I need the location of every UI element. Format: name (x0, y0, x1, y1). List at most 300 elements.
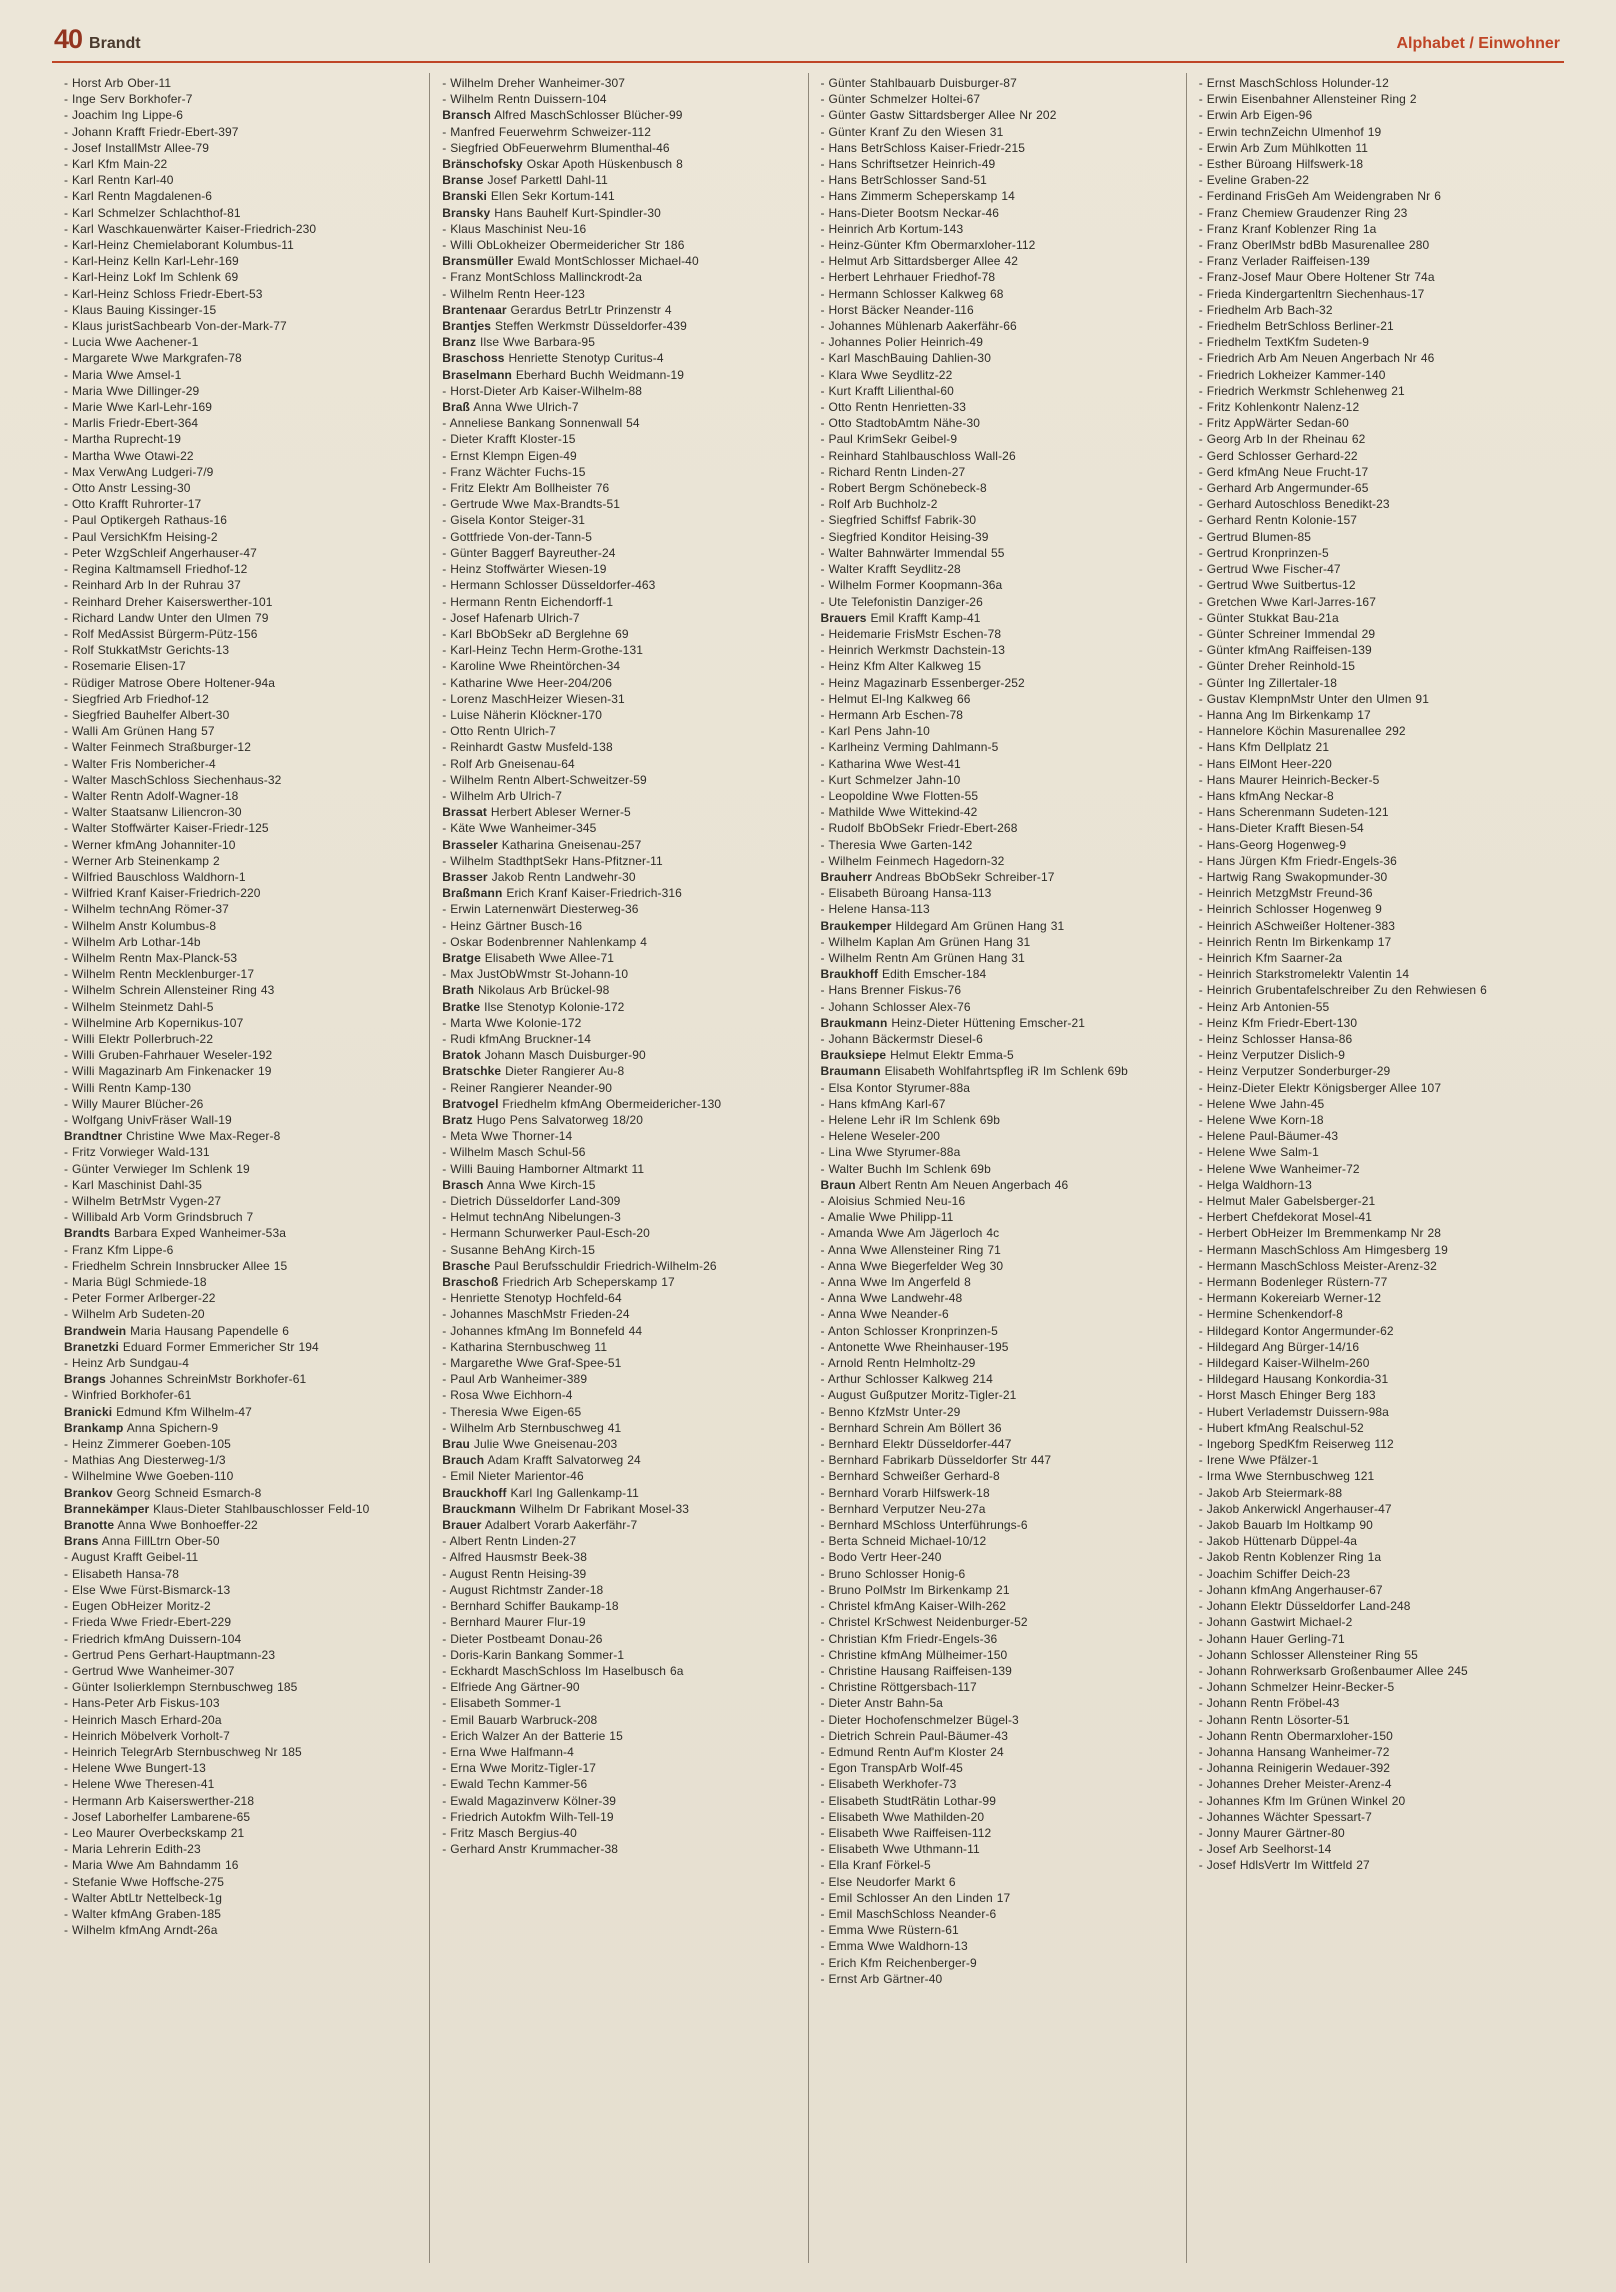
directory-entry: - Karoline Wwe Rheintörchen-34 (442, 659, 621, 674)
directory-entry: - Leopoldine Wwe Flotten-55 (820, 788, 979, 803)
directory-entry: Braselmann Eberhard Buchh Weidmann-19 (442, 367, 685, 382)
directory-entry: - Heinrich ASchweißer Holtener-383 (1198, 918, 1396, 933)
directory-entry: - Josef Arb Seelhorst-14 (1198, 1842, 1332, 1857)
directory-entry: - Josef Hafenarb Ulrich-7 (442, 610, 580, 625)
surname-lead: Branetzki (64, 1339, 119, 1354)
directory-entry: - Kurt Schmelzer Jahn-10 (820, 772, 961, 787)
directory-entry: - Jonny Maurer Gärtner-80 (1198, 1825, 1345, 1840)
directory-entry: - Heinrich Schlosser Hogenweg 9 (1198, 902, 1382, 917)
directory-entry: - Karl Maschinist Dahl-35 (64, 1177, 203, 1192)
directory-entry: - Hermann Arb Eschen-78 (820, 707, 964, 722)
directory-entry: - Kurt Krafft Lilienthal-60 (820, 383, 954, 398)
directory-entry: - Elisabeth Sommer-1 (442, 1696, 562, 1711)
directory-entry: - Hans Zimmerm Scheperskamp 14 (820, 189, 1015, 204)
directory-entry: Brauherr Andreas BbObSekr Schreiber-17 (820, 869, 1055, 884)
directory-entry: - Jakob Ankerwickl Angerhauser-47 (1198, 1501, 1392, 1516)
directory-entry: - Hermann Schurwerker Paul-Esch-20 (442, 1226, 650, 1241)
directory-entry: - Eugen ObHeizer Moritz-2 (64, 1599, 211, 1614)
directory-entry: - Erna Wwe Halfmann-4 (442, 1744, 574, 1759)
header-left (54, 24, 141, 55)
directory-entry: Brandtner Christine Wwe Max-Reger-8 (64, 1129, 281, 1144)
directory-entry: Brau Julie Wwe Gneisenau-203 (442, 1437, 618, 1452)
directory-entry: - Friedrich Werkmstr Schlehenweg 21 (1198, 383, 1405, 398)
surname-lead: Brantjes (442, 319, 492, 334)
directory-entry: - Käte Wwe Wanheimer-345 (442, 821, 597, 836)
directory-entry: - August Gußputzer Moritz-Tigler-21 (820, 1388, 1017, 1403)
directory-entry: - Willi Elektr Pollerbruch-22 (64, 1031, 214, 1046)
surname-lead: Braschoss (442, 351, 505, 366)
directory-entry: - Heinz Magazinarb Essenberger-252 (820, 675, 1025, 690)
directory-entry: - Franz-Josef Maur Obere Holtener Str 74a (1198, 270, 1435, 285)
directory-entry: - Walter Stoffwärter Kaiser-Friedr-125 (64, 821, 269, 836)
directory-entry: - Marlis Friedr-Ebert-364 (64, 416, 199, 431)
directory-entry: - Gretchen Wwe Karl-Jarres-167 (1198, 594, 1376, 609)
directory-entry: - Fritz Masch Bergius-40 (442, 1825, 577, 1840)
directory-entry: Brasseler Katharina Gneisenau-257 (442, 837, 642, 852)
directory-entry: - Helga Waldhorn-13 (1198, 1177, 1312, 1192)
directory-entry: - Erwin Eisenbahner Allensteiner Ring 2 (1198, 92, 1417, 107)
surname-lead: Braschoß (442, 1275, 499, 1290)
directory-entry: - Karl Pens Jahn-10 (820, 724, 930, 739)
directory-entry: - Erwin Laternenwärt Diesterweg-36 (442, 902, 639, 917)
directory-entry: - Else Wwe Fürst-Bismarck-13 (64, 1582, 231, 1597)
directory-entry: - Elisabeth StudtRätin Lothar-99 (820, 1793, 996, 1808)
directory-entry: Bratge Elisabeth Wwe Allee-71 (442, 950, 615, 965)
directory-entry: Braßmann Erich Kranf Kaiser-Friedrich-316 (442, 886, 682, 901)
directory-entry: - Maria Bügl Schmiede-18 (64, 1275, 207, 1290)
directory-entry: - Bruno PolMstr Im Birkenkamp 21 (820, 1582, 1010, 1597)
directory-entry: - Wilhelmine Arb Kopernikus-107 (64, 1015, 244, 1030)
directory-entry: - Friedrich Arb Am Neuen Angerbach Nr 46 (1198, 351, 1435, 366)
directory-entry: - Jakob Rentn Koblenzer Ring 1a (1198, 1550, 1382, 1565)
directory-entry: - Siegfried Konditor Heising-39 (820, 529, 989, 544)
directory-entry: - Wilhelm Rentn Albert-Schweitzer-59 (442, 772, 647, 787)
directory-entry: - Erna Wwe Moritz-Tigler-17 (442, 1761, 597, 1776)
directory-entry: - Heinz Schlosser Hansa-86 (1198, 1031, 1353, 1046)
surname-lead: Brandtner (64, 1129, 123, 1144)
directory-entry: - Gerd Schlosser Gerhard-22 (1198, 448, 1358, 463)
surname-lead: Brasche (442, 1258, 491, 1273)
directory-entry: - Willi Gruben-Fahrhauer Weseler-192 (64, 1048, 273, 1063)
surname-lead: Brauch (442, 1453, 485, 1468)
directory-entry: - Bruno Schlosser Honig-6 (820, 1566, 966, 1581)
directory-entry: - Erwin Arb Eigen-96 (1198, 108, 1313, 123)
directory-entry: - Manfred Feuerwehrm Schweizer-112 (442, 124, 652, 139)
directory-entry: - Bernhard Elektr Düsseldorfer-447 (820, 1437, 1012, 1452)
surname-lead: Braß (442, 400, 470, 415)
directory-entry: - Erwin Arb Zum Mühlkotten 11 (1198, 140, 1368, 155)
directory-entry: - Wilhelm Arb Lothar-14b (64, 934, 201, 949)
directory-entry: - Franz Chemiew Graudenzer Ring 23 (1198, 205, 1408, 220)
directory-entry: - Heinz Stoffwärter Wiesen-19 (442, 562, 607, 577)
directory-entry: - Günter Baggerf Bayreuther-24 (442, 545, 616, 560)
directory-entry: - Ferdinand FrisGeh Am Weidengraben Nr 6 (1198, 189, 1441, 204)
directory-entry: - Walter kfmAng Graben-185 (64, 1906, 222, 1921)
directory-entry: - Wilhelmine Wwe Goeben-110 (64, 1469, 234, 1484)
directory-entry: - Anna Wwe Im Angerfeld 8 (820, 1275, 971, 1290)
surname-lead: Brasch (442, 1177, 484, 1192)
directory-entry: - Emil Nieter Marientor-46 (442, 1469, 584, 1484)
directory-entry: - Hans-Peter Arb Fiskus-103 (64, 1696, 220, 1711)
directory-entry: - Ernst MaschSchloss Holunder-12 (1198, 76, 1389, 90)
directory-column (1186, 73, 1564, 2263)
directory-entry: - Karl-Heinz Schloss Friedr-Ebert-53 (64, 286, 263, 301)
directory-entry: - Dietrich Düsseldorfer Land-309 (442, 1194, 621, 1209)
directory-entry: - Gertrud Wwe Wanheimer-307 (64, 1663, 235, 1678)
directory-entry: - Franz Kfm Lippe-6 (64, 1242, 174, 1257)
directory-entry: - Friedhelm Arb Bach-32 (1198, 302, 1333, 317)
directory-entry: - Rolf Arb Buchholz-2 (820, 497, 938, 512)
directory-entry: - Else Neudorfer Markt 6 (820, 1874, 956, 1889)
directory-entry: - Wilhelm Anstr Kolumbus-8 (64, 918, 217, 933)
directory-entry: - Helene Lehr iR Im Schlenk 69b (820, 1113, 1001, 1127)
directory-entry: - Helmut technAng Nibelungen-3 (442, 1210, 621, 1225)
directory-entry: - Theresia Wwe Garten-142 (820, 837, 973, 852)
directory-entry: - Christine Hausang Raiffeisen-139 (820, 1663, 1012, 1678)
surname-lead: Bratke (442, 999, 481, 1014)
directory-entry: - Josef HdlsVertr Im Wittfeld 27 (1198, 1858, 1370, 1873)
directory-entry: - Reinhardt Gastw Musfeld-138 (442, 740, 613, 755)
surname-lead: Brasser (442, 869, 488, 884)
directory-entry: - Reinhard Arb In der Ruhrau 37 (64, 578, 241, 593)
directory-entry: - Hermann Arb Kaiserswerther-218 (64, 1793, 255, 1808)
directory-entry: - Wilhelm Masch Schul-56 (442, 1145, 586, 1160)
directory-entry: - Irma Wwe Sternbuschweg 121 (1198, 1469, 1375, 1484)
surname-lead: Brauer (442, 1518, 482, 1533)
directory-entry: - Gertrud Wwe Fischer-47 (1198, 562, 1341, 577)
directory-entry: Brangs Johannes SchreinMstr Borkhofer-61 (64, 1372, 307, 1387)
directory-entry: - Heinrich Rentn Im Birkenkamp 17 (1198, 934, 1392, 949)
directory-entry: - Wilhelm Dreher Wanheimer-307 (442, 76, 626, 90)
directory-entry: - Wilhelm Arb Sternbuschweg 41 (442, 1420, 622, 1435)
directory-entry: - Fritz Elektr Am Bollheister 76 (442, 481, 610, 496)
directory-entry: Branse Josef Parkettl Dahl-11 (442, 173, 608, 188)
directory-entry: - Günter Isolierklempn Sternbuschweg 185 (64, 1680, 298, 1695)
directory-entry: - Günter Stahlbauarb Duisburger-87 (820, 76, 1017, 90)
directory-entry: - Anna Wwe Biegerfelder Weg 30 (820, 1258, 1004, 1273)
directory-entry: - Elisabeth Hansa-78 (64, 1566, 180, 1581)
directory-entry: - Gerhard Arb Angermunder-65 (1198, 481, 1369, 496)
directory-entry: - Herbert Chefdekorat Mosel-41 (1198, 1210, 1372, 1225)
directory-entry: - Gertrude Wwe Max-Brandts-51 (442, 497, 621, 512)
directory-entry: - Richard Rentn Linden-27 (820, 464, 966, 479)
directory-entry: - Elisabeth Wwe Uthmann-11 (820, 1842, 980, 1857)
directory-entry: - Willi Rentn Kamp-130 (64, 1080, 192, 1095)
directory-entry: - Helene Wwe Salm-1 (1198, 1145, 1319, 1160)
directory-entry: - Friedhelm BetrSchloss Berliner-21 (1198, 319, 1394, 334)
directory-entry: - Walter MaschSchloss Siechenhaus-32 (64, 772, 282, 787)
surname-lead: Brannekämper (64, 1501, 150, 1516)
directory-entry: - Horst-Dieter Arb Kaiser-Wilhelm-88 (442, 383, 643, 398)
directory-entry: - Theresia Wwe Eigen-65 (442, 1404, 582, 1419)
surname-lead: Bratz (442, 1113, 473, 1127)
directory-entry: Bratschke Dieter Rangierer Au-8 (442, 1064, 625, 1079)
directory-entry: - Bernhard Maurer Flur-19 (442, 1615, 586, 1630)
directory-entry: - Klaus Bauing Kissinger-15 (64, 302, 217, 317)
surname-lead: Brauckmann (442, 1501, 516, 1516)
directory-entry: - Johanna Hansang Wanheimer-72 (1198, 1744, 1390, 1759)
directory-entry: - Johann Rentn Fröbel-43 (1198, 1696, 1340, 1711)
surname-lead: Branicki (64, 1404, 113, 1419)
directory-entry: - Ute Telefonistin Danziger-26 (820, 594, 983, 609)
surname-lead: Bransmüller (442, 254, 514, 269)
directory-entry: - Elisabeth Werkhofer-73 (820, 1777, 957, 1792)
directory-entry: - Fritz Kohlenkontr Nalenz-12 (1198, 400, 1360, 415)
directory-entry: - Wilhelm BetrMstr Vygen-27 (64, 1194, 222, 1209)
directory-entry: - Anna Wwe Neander-6 (820, 1307, 949, 1322)
directory-entry: - Heinrich Starkstromelektr Valentin 14 (1198, 967, 1410, 982)
directory-entry: Bransch Alfred MaschSchlosser Blücher-99 (442, 108, 683, 123)
directory-entry: - Karl MaschBauing Dahlien-30 (820, 351, 991, 366)
directory-entry: Braß Anna Wwe Ulrich-7 (442, 400, 579, 415)
directory-entry: - Reiner Rangierer Neander-90 (442, 1080, 613, 1095)
directory-entry: - Christel KrSchwest Neidenburger-52 (820, 1615, 1028, 1630)
directory-entry: Braukmann Heinz-Dieter Hüttening Emscher-21 (820, 1015, 1086, 1030)
directory-entry: - Klara Wwe Seydlitz-22 (820, 367, 953, 382)
directory-entry: - Johann Gastwirt Michael-2 (1198, 1615, 1353, 1630)
surname-lead: Brauers (820, 610, 867, 625)
directory-entry: - Gerhard Rentn Kolonie-157 (1198, 513, 1358, 528)
directory-entry: - Günter Stukkat Bau-21a (1198, 610, 1339, 625)
directory-entry: - Christel kfmAng Kaiser-Wilh-262 (820, 1599, 1007, 1614)
directory-entry: - Martha Wwe Otawi-22 (64, 448, 194, 463)
directory-entry: - Bernhard Schrein Am Böllert 36 (820, 1420, 1002, 1435)
directory-entry: - Egon TranspArb Wolf-45 (820, 1761, 963, 1776)
directory-entry: - Wilhelm Rentn Am Grünen Hang 31 (820, 950, 1025, 965)
directory-entry: - Hildegard Kaiser-Wilhelm-260 (1198, 1356, 1370, 1371)
directory-entry: - Susanne BehAng Kirch-15 (442, 1242, 596, 1257)
directory-entry: - Hartwig Rang Swakopmunder-30 (1198, 869, 1388, 884)
directory-entry: Brandwein Maria Hausang Papendelle 6 (64, 1323, 290, 1338)
directory-entry: - Karl-Heinz Kelln Karl-Lehr-169 (64, 254, 239, 269)
directory-entry: - Hildegard Hausang Konkordia-31 (1198, 1372, 1389, 1387)
directory-entry: - Bernhard Vorarb Hilfswerk-18 (820, 1485, 990, 1500)
directory-entry: - Rosemarie Elisen-17 (64, 659, 186, 674)
directory-entry: - Heinrich Masch Erhard-20a (64, 1712, 222, 1727)
directory-entry: - Wilhelm Arb Ulrich-7 (442, 788, 562, 803)
directory-entry: - Rudi kfmAng Bruckner-14 (442, 1031, 591, 1046)
directory-entry: Bratvogel Friedhelm kfmAng Obermeidericher-130 (442, 1096, 722, 1111)
header-rule (52, 61, 1564, 63)
directory-entry: - Werner Arb Steinenkamp 2 (64, 853, 220, 868)
directory-entry: - Heinz Verputzer Dislich-9 (1198, 1048, 1345, 1063)
directory-entry: - Otto StadtobAmtm Nähe-30 (820, 416, 981, 431)
directory-entry: - Dietrich Schrein Paul-Bäumer-43 (820, 1728, 1009, 1743)
directory-entry: - Johann kfmAng Angerhauser-67 (1198, 1582, 1383, 1597)
directory-entry: - Max JustObWmstr St-Johann-10 (442, 967, 629, 982)
directory-entry: - Christine Röttgersbach-117 (820, 1680, 977, 1695)
page-number: 40 (54, 24, 83, 54)
directory-entry: - Ingeborg SpedKfm Reiserweg 112 (1198, 1437, 1394, 1452)
directory-entry: - Paul VersichKfm Heising-2 (64, 529, 218, 544)
directory-entry: - Helmut El-Ing Kalkweg 66 (820, 691, 971, 706)
directory-entry: - Willibald Arb Vorm Grindsbruch 7 (64, 1210, 254, 1225)
directory-entry: - Johannes Kfm Im Grünen Winkel 20 (1198, 1793, 1406, 1808)
directory-entry: - Walter Feinmech Straßburger-12 (64, 740, 251, 755)
directory-entry: - Johannes MaschMstr Frieden-24 (442, 1307, 630, 1322)
directory-entry: - Johannes Wächter Spessart-7 (1198, 1809, 1372, 1824)
surname-lead: Branski (442, 189, 487, 204)
directory-entry: - Gerd kfmAng Neue Frucht-17 (1198, 464, 1369, 479)
directory-entry: - Jakob Arb Steiermark-88 (1198, 1485, 1343, 1500)
directory-entry: - Günter Schmelzer Holtei-67 (820, 92, 981, 107)
directory-entry: Brasch Anna Wwe Kirch-15 (442, 1177, 596, 1192)
directory-entry: - Hans Brenner Fiskus-76 (820, 983, 962, 998)
directory-entry: - Franz Wächter Fuchs-15 (442, 464, 586, 479)
directory-entry: Braschoß Friedrich Arb Scheperskamp 17 (442, 1275, 675, 1290)
directory-entry: - Rolf MedAssist Bürgerm-Pütz-156 (64, 626, 258, 641)
directory-entry: - Leo Maurer Overbeckskamp 21 (64, 1825, 245, 1840)
directory-entry: - Johann Rentn Lösorter-51 (1198, 1712, 1350, 1727)
directory-entry: - Regina Kaltmamsell Friedhof-12 (64, 562, 248, 577)
directory-entry: - August Krafft Geibel-11 (64, 1550, 199, 1565)
directory-entry: - Wilhelm Feinmech Hagedorn-32 (820, 853, 1005, 868)
directory-entry: - Stefanie Wwe Hoffsche-275 (64, 1874, 225, 1889)
directory-entry: Bransky Hans Bauhelf Kurt-Spindler-30 (442, 205, 661, 220)
directory-entry: - Wilhelm Rentn Heer-123 (442, 286, 585, 301)
directory-entry: - Franz OberlMstr bdBb Masurenallee 280 (1198, 238, 1430, 253)
surname-lead: Brauckhoff (442, 1485, 507, 1500)
directory-entry: - Wolfgang UnivFräser Wall-19 (64, 1113, 232, 1127)
directory-column (429, 73, 807, 2263)
directory-entry: - Wilhelm kfmAng Arndt-26a (64, 1923, 218, 1938)
directory-entry: - Heinrich Kfm Saarner-2a (1198, 950, 1343, 965)
directory-entry: Brauksiepe Helmut Elektr Emma-5 (820, 1048, 1014, 1063)
directory-entry: - Willy Maurer Blücher-26 (64, 1096, 204, 1111)
directory-entry: - Wilfried Kranf Kaiser-Friedrich-220 (64, 886, 261, 901)
directory-entry: - Gottfriede Von-der-Tann-5 (442, 529, 593, 544)
directory-entry: - Johannes Dreher Meister-Arenz-4 (1198, 1777, 1392, 1792)
directory-entry: - Antonette Wwe Rheinhauser-195 (820, 1339, 1009, 1354)
directory-entry: - Günter Gastw Sittardsberger Allee Nr 202 (820, 108, 1057, 123)
directory-entry: - Herbert Lehrhauer Friedhof-78 (820, 270, 996, 285)
surname-lead: Braukhoff (820, 967, 879, 982)
directory-entry: - Walter Rentn Adolf-Wagner-18 (64, 788, 239, 803)
directory-entry: - Hermine Schenkendorf-8 (1198, 1307, 1343, 1322)
directory-entry: - Heinz Arb Antonien-55 (1198, 999, 1330, 1014)
directory-entry: - Karl-Heinz Chemielaborant Kolumbus-11 (64, 238, 294, 253)
directory-entry: - Hermann Rentn Eichendorff-1 (442, 594, 614, 609)
directory-entry: - Walter Krafft Seydlitz-28 (820, 562, 961, 577)
surname-lead: Brauherr (820, 869, 872, 884)
surname-lead: Brauksiepe (820, 1048, 887, 1063)
surname-lead: Brandwein (64, 1323, 127, 1338)
surname-lead: Bransch (442, 108, 491, 123)
directory-entry: - Erwin technZeichn Ulmenhof 19 (1198, 124, 1382, 139)
directory-entry: - Hans kfmAng Karl-67 (820, 1096, 946, 1111)
directory-entry: - Margarethe Wwe Graf-Spee-51 (442, 1356, 622, 1371)
surname-lead: Brassat (442, 805, 487, 820)
directory-entry: - Margarete Wwe Markgrafen-78 (64, 351, 242, 366)
surname-lead: Braßmann (442, 886, 503, 901)
directory-entry: - Erich Walzer An der Batterie 15 (442, 1728, 623, 1743)
directory-entry: Branotte Anna Wwe Bonhoeffer-22 (64, 1518, 258, 1533)
surname-lead: Brankov (64, 1485, 113, 1500)
directory-entry: - Rudolf BbObSekr Friedr-Ebert-268 (820, 821, 1018, 836)
directory-entry: Brath Nikolaus Arb Brückel-98 (442, 983, 610, 998)
directory-entry: - Hanna Ang Im Birkenkamp 17 (1198, 707, 1371, 722)
directory-entry: - Hubert Verlademstr Duissern-98a (1198, 1404, 1389, 1419)
directory-entry: - Heinz Kfm Friedr-Ebert-130 (1198, 1015, 1358, 1030)
directory-entry: - Gertrud Pens Gerhart-Hauptmann-23 (64, 1647, 276, 1662)
directory-entry: - Bernhard Fabrikarb Düsseldorfer Str 447 (820, 1453, 1052, 1468)
directory-entry: - Lorenz MaschHeizer Wiesen-31 (442, 691, 625, 706)
directory-entry: - Otto Anstr Lessing-30 (64, 481, 191, 496)
directory-entry: - Johann Rohrwerksarb Großenbaumer Allee 245 (1198, 1663, 1468, 1678)
surname-lead: Braun (820, 1177, 856, 1192)
directory-entry: Branetzki Eduard Former Emmericher Str 194 (64, 1339, 319, 1354)
directory-entry: - Erich Kfm Reichenberger-9 (820, 1955, 977, 1970)
directory-entry: - Dieter Krafft Kloster-15 (442, 432, 576, 447)
directory-entry: - Johannes kfmAng Im Bonnefeld 44 (442, 1323, 643, 1338)
directory-entry: - Wilhelm Rentn Max-Planck-53 (64, 950, 238, 965)
directory-entry: - Amanda Wwe Am Jägerloch 4c (820, 1226, 1000, 1241)
directory-entry: - Hermann MaschSchloss Meister-Arenz-32 (1198, 1258, 1437, 1273)
directory-entry: - Meta Wwe Thorner-14 (442, 1129, 573, 1144)
directory-entry: - Joachim Schiffer Deich-23 (1198, 1566, 1351, 1581)
directory-entry: - Günter kfmAng Raiffeisen-139 (1198, 643, 1372, 658)
surname-lead: Bratschke (442, 1064, 502, 1079)
directory-entry: - Hildegard Ang Bürger-14/16 (1198, 1339, 1360, 1354)
surname-lead: Bratok (442, 1048, 481, 1063)
directory-entry: - Karl Kfm Main-22 (64, 157, 168, 172)
directory-entry: - Emil MaschSchloss Neander-6 (820, 1906, 997, 1921)
surname-lead: Branse (442, 173, 484, 188)
directory-entry: - Emil Schlosser An den Linden 17 (820, 1890, 1011, 1905)
directory-entry: - Johann Schmelzer Heinr-Becker-5 (1198, 1680, 1395, 1695)
directory-entry: - Johann Hauer Gerling-71 (1198, 1631, 1345, 1646)
directory-entry: - Rüdiger Matrose Obere Holtener-94a (64, 675, 276, 690)
directory-entry: Brauckhoff Karl Ing Gallenkamp-11 (442, 1485, 639, 1500)
directory-entry: - Wilhelm Rentn Duissern-104 (442, 92, 607, 107)
directory-entry: - Wilhelm Steinmetz Dahl-5 (64, 999, 214, 1014)
directory-entry: - Frieda Kindergartenltrn Siechenhaus-17 (1198, 286, 1425, 301)
directory-entry: - Johann Schlosser Alex-76 (820, 999, 971, 1014)
directory-entry: - Elisabeth Büroang Hansa-113 (820, 886, 992, 901)
directory-entry: - Paul Arb Wanheimer-389 (442, 1372, 588, 1387)
directory-entry: - Hermann Bodenleger Rüstern-77 (1198, 1275, 1388, 1290)
directory-entry: - Mathias Ang Diesterweg-1/3 (64, 1453, 226, 1468)
directory-entry: - Karl Waschkauenwärter Kaiser-Friedrich-230 (64, 221, 317, 236)
directory-entry: - Klaus juristSachbearb Von-der-Mark-77 (64, 319, 287, 334)
directory-entry: - Martha Ruprecht-19 (64, 432, 182, 447)
directory-entry: - Karl BbObSekr aD Berglehne 69 (442, 626, 629, 641)
directory-entry: - Katharina Wwe West-41 (820, 756, 961, 771)
directory-entry: - Willi ObLokheizer Obermeidericher Str 186 (442, 238, 685, 253)
directory-entry: - Marta Wwe Kolonie-172 (442, 1015, 582, 1030)
directory-entry: - Friedrich Autokfm Wilh-Tell-19 (442, 1809, 614, 1824)
directory-entry: - Heinz-Günter Kfm Obermarxloher-112 (820, 238, 1036, 253)
directory-entry: - Heinrich Möbelverk Vorholt-7 (64, 1728, 230, 1743)
directory-entry: - Hans-Dieter Bootsm Neckar-46 (820, 205, 1000, 220)
directory-entry: - Wilfried Bauschloss Waldhorn-1 (64, 869, 246, 884)
directory-entry: - Gertrud Kronprinzen-5 (1198, 545, 1329, 560)
directory-entry: - Karl-Heinz Lokf Im Schlenk 69 (64, 270, 239, 285)
directory-entry: - Wilhelm Arb Sudeten-20 (64, 1307, 205, 1322)
directory-entry: - Siegfried ObFeuerwehrm Blumenthal-46 (442, 140, 670, 155)
directory-entry: - Johann Krafft Friedr-Ebert-397 (64, 124, 239, 139)
directory-entry: - Elsa Kontor Styrumer-88a (820, 1080, 970, 1095)
directory-entry: - Friedrich kfmAng Duissern-104 (64, 1631, 242, 1646)
directory-entry: - Anton Schlosser Kronprinzen-5 (820, 1323, 998, 1338)
directory-entry: - Mathilde Wwe Wittekind-42 (820, 805, 978, 820)
directory-entry: Brans Anna FillLtrn Ober-50 (64, 1534, 220, 1549)
directory-entry: Braun Albert Rentn Am Neuen Angerbach 46 (820, 1177, 1069, 1192)
directory-entry: - August Richtmstr Zander-18 (442, 1582, 604, 1597)
directory-entry: - Joachim Ing Lippe-6 (64, 108, 183, 123)
directory-entry: - Heinrich MetzgMstr Freund-36 (1198, 886, 1373, 901)
surname-lead: Brangs (64, 1372, 106, 1387)
